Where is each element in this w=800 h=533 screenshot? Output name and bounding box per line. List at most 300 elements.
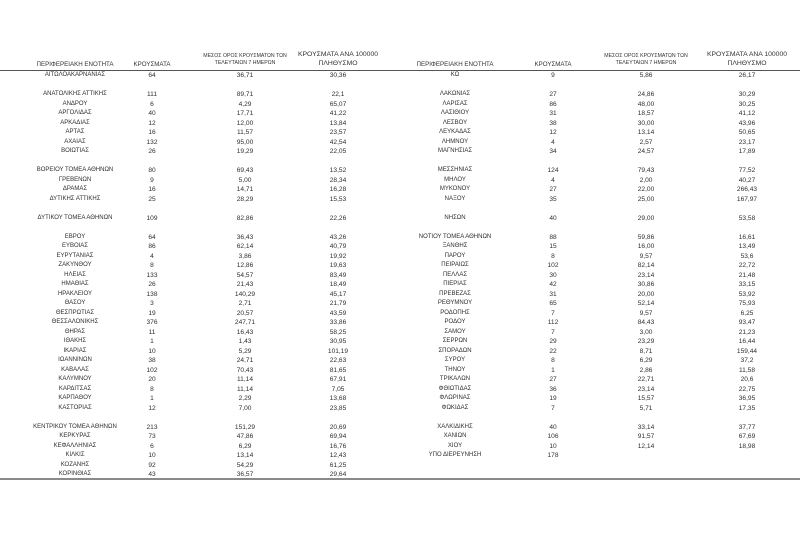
per100k-value: 13,84: [329, 119, 347, 127]
spacer-row: [390, 157, 800, 167]
avg7-value: 69,43: [236, 167, 254, 174]
per100k-value: 41,12: [738, 110, 756, 117]
region-name: ΓΡΕΒΕΝΩΝ: [58, 176, 92, 183]
region-name: ΦΛΩΡΙΝΑΣ: [439, 395, 471, 401]
per100k-value: 42,54: [329, 138, 347, 146]
per100k-value: 67,91: [329, 376, 347, 383]
cases-value: 111: [146, 91, 158, 98]
avg7-value: 16,43: [236, 328, 254, 336]
region-name: ΚΑΡΔΙΤΣΑΣ: [58, 385, 92, 392]
avg7-value: 12,86: [236, 262, 254, 269]
avg7-value: 25,00: [637, 195, 655, 203]
cases-value: 3: [150, 300, 154, 307]
table-row: [390, 318, 800, 328]
cases-value: 11: [148, 328, 156, 336]
region-name: ΤΡΙΚΑΛΩΝ: [439, 376, 471, 382]
avg7-value: 28,29: [236, 195, 254, 203]
per100k-value: 61,25: [329, 461, 347, 469]
per100k-value: 37,77: [738, 423, 756, 431]
per100k-value: 67,69: [738, 433, 756, 440]
table-row: [390, 166, 800, 176]
table-row: [390, 119, 800, 129]
per100k-value: 41,22: [329, 110, 347, 117]
avg7-value: 9,57: [639, 309, 653, 317]
cases-value: 12: [148, 404, 156, 412]
cases-value: 27: [549, 376, 557, 383]
cases-value: 27: [549, 186, 557, 193]
cases-value: 7: [551, 328, 555, 336]
left-table: [0, 0, 390, 480]
per100k-value: 16,61: [738, 233, 756, 241]
cases-value: 213: [146, 423, 158, 431]
spacer-row: [0, 413, 390, 423]
avg7-value: 54,29: [236, 461, 254, 469]
per100k-value: 50,65: [738, 129, 756, 136]
region-name: ΑΝΑΤΟΛΙΚΗΣ ΑΤΤΙΚΗΣ: [43, 91, 107, 97]
table-row: [390, 138, 800, 148]
cases-value: 4: [150, 252, 154, 260]
region-name: ΣΥΡΟΥ: [444, 357, 466, 363]
region-name: ΔΥΤΙΚΟΥ ΤΟΜΕΑ ΑΘΗΝΩΝ: [37, 214, 113, 221]
region-name: ΕΒΡΟΥ: [64, 233, 86, 240]
avg7-value: 15,57: [637, 395, 655, 402]
avg7-value: 21,43: [236, 281, 254, 288]
per100k-value: 12,43: [329, 452, 347, 459]
per100k-value: 15,53: [329, 195, 347, 203]
avg7-value: 11,14: [236, 385, 254, 393]
table-row: [0, 432, 390, 442]
per100k-value: 167,97: [736, 195, 758, 203]
per100k-value: 65,07: [329, 100, 347, 108]
table-row: [0, 185, 390, 195]
table-row: [0, 90, 390, 100]
region-name: ΝΑΞΟΥ: [444, 195, 466, 202]
avg7-value: 1,43: [238, 338, 252, 345]
cases-value: 19: [148, 309, 156, 317]
table-row: [390, 451, 800, 461]
left-rows: [0, 71, 390, 480]
per100k-value: 20,69: [329, 423, 347, 431]
region-name: ΙΩΑΝΝΙΝΩΝ: [58, 357, 92, 363]
per100k-value: 11,58: [738, 366, 756, 374]
avg7-value: 33,14: [637, 423, 655, 431]
right-table: [390, 0, 800, 480]
header-per100k-line2: ΠΛΗΘΥΣΜΟ: [727, 60, 767, 67]
region-name: ΔΥΤΙΚΗΣ ΑΤΤΙΚΗΣ: [49, 195, 101, 202]
table-row: [390, 109, 800, 119]
avg7-value: 13,14: [236, 452, 254, 459]
table-row: [390, 252, 800, 262]
region-name: ΒΟΡΕΙΟΥ ΤΟΜΕΑ ΑΘΗΝΩΝ: [36, 167, 114, 173]
avg7-value: 3,00: [639, 328, 653, 336]
cases-value: 15: [549, 243, 557, 250]
avg7-value: 91,57: [637, 433, 655, 440]
avg7-value: 23,14: [637, 385, 655, 393]
per100k-value: 83,49: [329, 271, 347, 279]
per100k-value: 20,6: [740, 376, 754, 383]
per100k-value: 77,52: [738, 167, 756, 174]
per100k-value: 30,25: [738, 100, 756, 108]
region-name: ΚΕΡΚΥΡΑΣ: [59, 433, 91, 439]
region-name: ΛΑΚΩΝΙΑΣ: [439, 91, 471, 97]
cases-value: 86: [549, 100, 557, 108]
avg7-value: 140,29: [234, 290, 256, 298]
cases-value: 102: [547, 262, 559, 269]
avg7-value: 22,71: [637, 376, 655, 383]
region-name: ΑΧΑΙΑΣ: [64, 138, 86, 145]
region-name: ΗΛΕΙΑΣ: [64, 271, 86, 278]
per100k-value: 43,59: [329, 309, 347, 317]
table-row: [390, 432, 800, 442]
per100k-value: 17,89: [738, 148, 756, 155]
table-row: [0, 470, 390, 480]
header-per100k-line1: ΚΡΟΥΣΜΑΤΑ ΑΝΑ 100000: [297, 51, 379, 58]
region-name: ΝΗΣΩΝ: [444, 214, 466, 221]
per100k-value: 36,95: [738, 395, 756, 402]
table-row: [0, 128, 390, 138]
per100k-value: 22,72: [738, 262, 756, 269]
avg7-value: 24,57: [637, 148, 655, 155]
region-name: ΚΕΦΑΛΛΗΝΙΑΣ: [53, 442, 97, 449]
per100k-value: 21,48: [738, 271, 756, 279]
cases-value: 88: [549, 233, 557, 241]
region-name: ΠΑΡΟΥ: [444, 252, 466, 259]
right-rows: [390, 71, 800, 461]
table-row: [0, 318, 390, 328]
per100k-value: 53,6: [740, 252, 754, 260]
table-row: [390, 356, 800, 366]
region-name: ΚΑΛΥΜΝΟΥ: [58, 376, 92, 382]
region-name: ΡΕΘΥΜΝΟΥ: [437, 300, 473, 306]
per100k-value: 159,44: [736, 347, 758, 355]
per100k-value: 29,64: [329, 471, 347, 478]
table-row: [390, 128, 800, 138]
region-name: ΧΑΛΚΙΔΙΚΗΣ: [437, 423, 473, 430]
cases-value: 27: [549, 91, 557, 98]
avg7-value: 13,14: [637, 129, 655, 136]
avg7-value: 30,00: [637, 119, 655, 127]
table-row: [390, 242, 800, 252]
avg7-value: 2,86: [639, 366, 653, 374]
region-name: ΡΟΔΟΠΗΣ: [440, 309, 470, 316]
cases-value: 8: [551, 357, 555, 364]
cases-value: 92: [148, 461, 156, 469]
region-name: ΥΠΟ ΔΙΕΡΕΥΝΗΣΗ: [428, 452, 482, 458]
table-row: [390, 394, 800, 404]
region-name: ΝΟΤΙΟΥ ΤΟΜΕΑ ΑΘΗΝΩΝ: [418, 233, 492, 240]
cases-value: 64: [148, 233, 156, 241]
table-row: [0, 138, 390, 148]
cases-value: 16: [148, 129, 156, 136]
header-cases: ΚΡΟΥΣΜΑΤΑ: [534, 61, 572, 68]
avg7-value: 11,14: [236, 376, 254, 383]
spacer-row: [0, 204, 390, 214]
table-row: [0, 147, 390, 157]
avg7-value: 17,71: [236, 110, 254, 117]
avg7-value: 14,71: [236, 186, 254, 193]
per100k-value: 22,1: [331, 91, 345, 98]
table-row: [390, 404, 800, 414]
table-row: [390, 299, 800, 309]
header-avg7-line1: ΜΕΣΟΣ ΟΡΟΣ ΚΡΟΥΣΜΑΤΩΝ ΤΩΝ: [203, 53, 287, 59]
cases-value: 80: [148, 167, 156, 174]
cases-value: 40: [148, 110, 156, 117]
cases-value: 7: [551, 404, 555, 412]
per100k-value: 40,79: [329, 243, 347, 250]
table-row: [0, 166, 390, 176]
avg7-value: 151,29: [234, 423, 256, 431]
cases-value: 34: [549, 148, 557, 155]
region-name: ΠΡΕΒΕΖΑΣ: [439, 290, 471, 297]
per100k-value: 22,63: [329, 357, 347, 364]
avg7-value: 7,00: [238, 404, 252, 412]
table-row: [0, 176, 390, 186]
avg7-value: 11,57: [236, 129, 254, 136]
per100k-value: 13,49: [738, 243, 756, 250]
region-name: ΜΕΣΣΗΝΙΑΣ: [437, 167, 473, 173]
cases-value: 8: [150, 385, 154, 393]
per100k-value: 7,05: [331, 385, 345, 393]
table-row: [0, 214, 390, 224]
spacer-row: [0, 157, 390, 167]
cases-value: 10: [549, 442, 557, 450]
avg7-value: 36,71: [236, 72, 254, 79]
table-row: [390, 90, 800, 100]
cases-value: 12: [549, 129, 557, 136]
table-row: [390, 100, 800, 110]
avg7-value: 2,71: [238, 300, 252, 307]
region-name: ΠΙΕΡΙΑΣ: [443, 281, 467, 287]
table-row: [390, 195, 800, 205]
table-row: [0, 242, 390, 252]
table-row: [0, 299, 390, 309]
per100k-value: 81,65: [329, 366, 347, 374]
table-row: [390, 290, 800, 300]
avg7-value: 89,71: [236, 91, 254, 98]
cases-value: 36: [549, 385, 557, 393]
spacer-row: [390, 204, 800, 214]
region-name: ΚΟΖΑΝΗΣ: [60, 461, 90, 468]
table-row: [0, 385, 390, 395]
avg7-value: 22,00: [637, 186, 655, 193]
cases-value: 25: [148, 195, 156, 203]
region-name: ΚΑΒΑΛΑΣ: [61, 366, 89, 373]
cases-value: 12: [148, 119, 156, 127]
avg7-value: 36,57: [236, 471, 254, 478]
cases-value: 112: [547, 319, 559, 326]
avg7-value: 5,00: [238, 176, 252, 184]
per100k-value: 266,43: [736, 186, 758, 193]
region-name: ΚΕΝΤΡΙΚΟΥ ΤΟΜΕΑ ΑΘΗΝΩΝ: [33, 423, 117, 430]
avg7-value: 70,43: [236, 366, 254, 374]
region-name: ΜΥΚΟΝΟΥ: [439, 186, 471, 192]
region-name: ΘΗΡΑΣ: [64, 328, 86, 335]
per100k-value: 75,93: [738, 300, 756, 307]
cases-value: 86: [148, 243, 156, 250]
header-region: ΠΕΡΙΦΕΡΕΙΑΚΗ ΕΝΟΤΗΤΑ: [36, 61, 114, 68]
per100k-value: 19,92: [329, 252, 347, 260]
cases-value: 29: [549, 338, 557, 345]
region-name: ΠΕΛΛΑΣ: [442, 271, 468, 278]
per100k-value: 16,76: [329, 442, 347, 450]
avg7-value: 12,14: [637, 442, 655, 450]
table-row: [0, 233, 390, 243]
avg7-value: 2,00: [639, 176, 653, 184]
per100k-value: 18,49: [329, 281, 347, 288]
avg7-value: 12,00: [236, 119, 254, 127]
table-row: [390, 442, 800, 452]
region-name: ΑΝΔΡΟΥ: [62, 100, 88, 107]
header-per100k-line1: ΚΡΟΥΣΜΑΤΑ ΑΝΑ 100000: [706, 51, 788, 58]
per100k-value: 13,52: [329, 167, 347, 174]
per100k-value: 33,86: [329, 319, 347, 326]
header-avg7-line1: ΜΕΣΟΣ ΟΡΟΣ ΚΡΟΥΣΜΑΤΩΝ ΤΩΝ: [604, 53, 688, 59]
per100k-value: 93,47: [738, 319, 756, 326]
cases-value: 40: [549, 423, 557, 431]
per100k-value: 22,05: [329, 148, 347, 155]
region-name: ΘΑΣΟΥ: [64, 300, 86, 306]
avg7-value: 54,57: [236, 271, 254, 279]
region-name: ΛΕΣΒΟΥ: [442, 119, 468, 126]
cases-value: 64: [148, 72, 156, 79]
avg7-value: 47,86: [236, 433, 254, 440]
table-row: [390, 280, 800, 290]
table-row: [0, 337, 390, 347]
per100k-value: 37,2: [740, 357, 754, 364]
per100k-value: 58,25: [329, 328, 347, 336]
header-region: ΠΕΡΙΦΕΡΕΙΑΚΗ ΕΝΟΤΗΤΑ: [416, 61, 494, 68]
region-name: ΖΑΚΥΝΘΟΥ: [58, 262, 92, 268]
per100k-value: 23,85: [329, 404, 347, 412]
cases-value: 376: [146, 319, 158, 326]
region-name: ΡΟΔΟΥ: [444, 319, 466, 325]
avg7-value: 20,57: [236, 309, 254, 317]
cases-value: 1: [150, 395, 154, 402]
per100k-value: 26,17: [738, 72, 756, 79]
region-name: ΕΥΡΥΤΑΝΙΑΣ: [56, 252, 94, 259]
region-name: ΚΙΛΚΙΣ: [65, 452, 85, 458]
region-name: ΙΘΑΚΗΣ: [63, 338, 87, 344]
table-row: [0, 252, 390, 262]
per100k-value: 101,19: [327, 347, 349, 355]
cases-value: 31: [549, 110, 557, 117]
avg7-value: 2,29: [238, 395, 252, 402]
region-name: ΘΕΣΠΡΩΤΙΑΣ: [55, 309, 95, 316]
cases-value: 10: [148, 347, 156, 355]
cases-value: 132: [146, 138, 158, 146]
table-row: [390, 185, 800, 195]
cases-value: 6: [150, 100, 154, 108]
table-row: [0, 100, 390, 110]
per100k-value: 17,35: [738, 404, 756, 412]
table-row: [390, 347, 800, 357]
per100k-value: 30,95: [329, 338, 347, 345]
avg7-value: 9,57: [639, 252, 653, 260]
table-row: [390, 366, 800, 376]
cases-value: 124: [547, 167, 559, 174]
per100k-value: 22,75: [738, 385, 756, 393]
per100k-value: 16,28: [329, 186, 347, 193]
per100k-value: 23,17: [738, 138, 756, 146]
avg7-value: 2,57: [639, 138, 653, 146]
table-row: [0, 309, 390, 319]
spacer-row: [390, 413, 800, 423]
per100k-value: 21,79: [329, 300, 347, 307]
avg7-value: 247,71: [234, 319, 256, 326]
cases-value: 38: [148, 357, 156, 364]
avg7-value: 19,29: [236, 148, 254, 155]
per100k-value: 23,57: [329, 129, 347, 136]
avg7-value: 59,86: [637, 233, 655, 241]
per100k-value: 13,68: [329, 395, 347, 402]
header-per100k-line2: ΠΛΗΘΥΣΜΟ: [318, 60, 358, 67]
region-name: ΛΕΥΚΑΔΑΣ: [439, 129, 471, 135]
region-name: ΚΑΡΠΑΘΟΥ: [58, 395, 92, 401]
per100k-value: 33,15: [738, 281, 756, 288]
region-name: ΜΗΛΟΥ: [444, 176, 466, 183]
per100k-value: 53,58: [738, 214, 756, 222]
table-row: [0, 442, 390, 452]
avg7-value: 95,00: [236, 138, 254, 146]
avg7-value: 82,14: [637, 262, 655, 269]
cases-value: 19: [549, 395, 557, 402]
table-row: [0, 290, 390, 300]
table-row: [0, 280, 390, 290]
table-row: [0, 394, 390, 404]
avg7-value: 62,14: [236, 243, 254, 250]
avg7-value: 20,00: [637, 290, 655, 298]
region-name: ΣΕΡΡΩΝ: [442, 338, 468, 344]
avg7-value: 8,71: [639, 347, 653, 355]
region-name: ΕΥΒΟΙΑΣ: [61, 243, 89, 249]
region-name: ΗΡΑΚΛΕΙΟΥ: [57, 290, 93, 297]
cases-value: 22: [549, 347, 557, 355]
table-row: [390, 233, 800, 243]
avg7-value: 5,86: [639, 72, 653, 79]
cases-value: 38: [549, 119, 557, 127]
per100k-value: 30,36: [329, 72, 347, 79]
cases-value: 138: [146, 290, 158, 298]
region-name: ΚΑΣΤΟΡΙΑΣ: [58, 404, 92, 411]
header-avg7-line2: ΤΕΛΕΥΤΑΙΩΝ 7 ΗΜΕΡΩΝ: [615, 60, 677, 66]
cases-value: 26: [148, 148, 156, 155]
cases-value: 65: [549, 300, 557, 307]
cases-value: 1: [150, 338, 154, 345]
cases-value: 4: [551, 176, 555, 184]
per100k-value: 30,29: [738, 91, 756, 98]
per100k-value: 69,94: [329, 433, 347, 440]
spacer-row: [0, 223, 390, 233]
cases-value: 133: [146, 271, 158, 279]
per100k-value: 18,98: [738, 442, 756, 450]
avg7-value: 5,29: [238, 347, 252, 355]
region-name: ΦΩΚΙΔΑΣ: [441, 404, 469, 411]
avg7-value: 36,43: [236, 233, 254, 241]
region-name: ΑΡΚΑΔΙΑΣ: [60, 119, 90, 126]
table-row: [0, 404, 390, 414]
table-row: [0, 328, 390, 338]
table-row: [0, 375, 390, 385]
table-row: [0, 356, 390, 366]
region-name: ΘΕΣΣΑΛΟΝΙΚΗΣ: [51, 319, 99, 325]
spacer-row: [0, 81, 390, 91]
per100k-value: 43,96: [738, 119, 756, 127]
per100k-value: 28,34: [329, 176, 347, 184]
cases-value: 7: [551, 309, 555, 317]
region-name: ΑΙΤΩΛΟΑΚΑΡΝΑΝΙΑΣ: [44, 72, 106, 78]
region-name: ΚΟΡΙΝΘΙΑΣ: [58, 471, 92, 477]
cases-value: 178: [547, 452, 559, 459]
